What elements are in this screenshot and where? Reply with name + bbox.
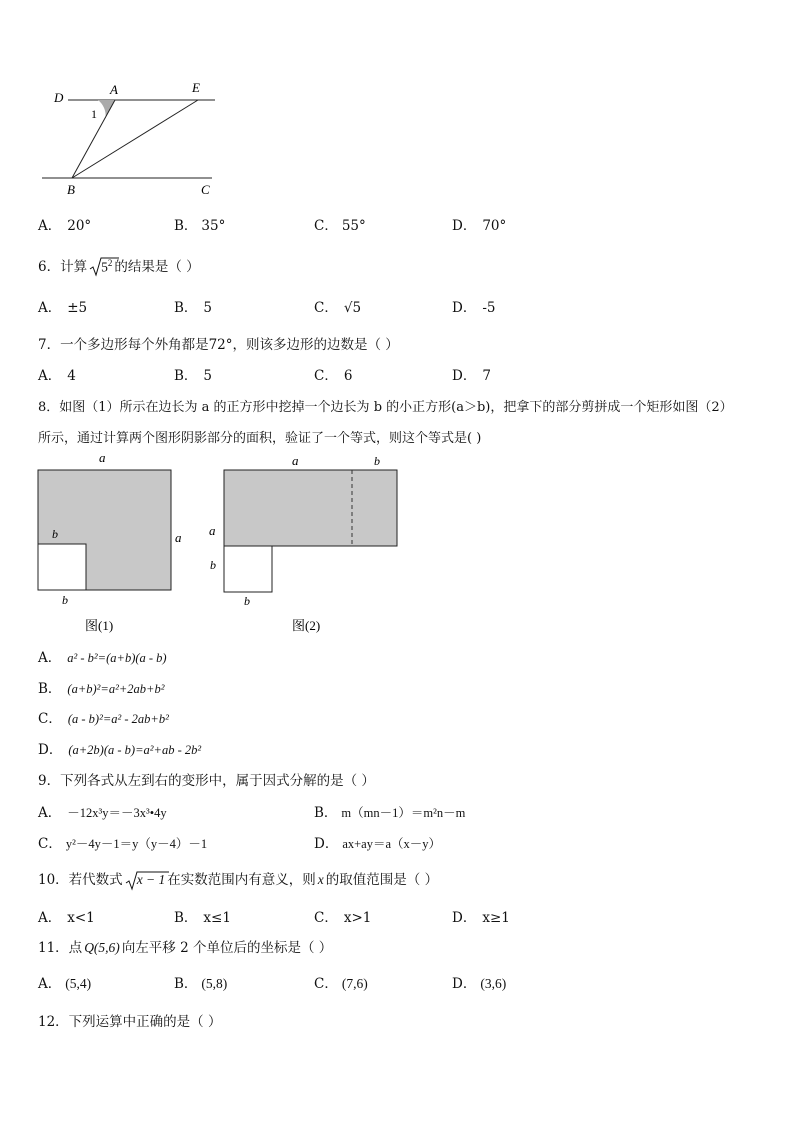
option-d[interactable]: D． 70°	[452, 218, 507, 234]
option-a[interactable]: A． －12x³y＝－3x³•4y	[38, 805, 167, 821]
figure-1-caption: 图(1)	[85, 618, 114, 633]
option-b[interactable]: B． (5,8)	[174, 976, 228, 992]
label-inner-b: b	[52, 527, 58, 541]
option-a[interactable]: A． a² - b²=(a+b)(a - b)	[38, 650, 167, 666]
q5-geometry-figure	[38, 78, 228, 202]
option-c[interactable]: C． (7,6)	[314, 976, 368, 992]
option-a[interactable]: A． ±5	[38, 300, 88, 316]
label-B: B	[67, 182, 75, 197]
label-top-a: a	[292, 453, 299, 468]
label-C: C	[201, 182, 210, 197]
label-E: E	[192, 80, 200, 95]
small-square	[224, 546, 272, 592]
option-d[interactable]: D． 7	[452, 368, 491, 384]
label-A: A	[110, 82, 118, 97]
q8-figure-1	[32, 448, 192, 643]
label-D: D	[54, 90, 64, 105]
label-left-a: a	[209, 523, 216, 538]
q10-stem: 10．若代数式 x − 1 在实数范围内有意义，则 x 的取值范围是（ ）	[38, 868, 438, 888]
label-bottom-b: b	[244, 594, 250, 608]
option-b[interactable]: B． 35°	[174, 218, 226, 234]
label-top-b: b	[374, 454, 380, 468]
option-d[interactable]: D． ax+ay＝a（x－y）	[314, 836, 442, 852]
option-d[interactable]: D． x≥1	[452, 910, 510, 926]
q8-stem-line1: 8．如图（1）所示在边长为 a 的正方形中挖掉一个边长为 b 的小正方形(a＞b)，把拿下的部分剪拼成一个矩形如图（2）	[38, 400, 733, 415]
q9-stem: 9．下列各式从左到右的变形中，属于因式分解的是（ ）	[38, 773, 375, 789]
q11-stem: 11．点 Q(5,6) 向左平移 2 个单位后的坐标是（ ）	[38, 940, 333, 956]
label-bottom-b: b	[62, 593, 68, 607]
option-c[interactable]: C． (a - b)²=a² - 2ab+b²	[38, 711, 169, 727]
label-top-a: a	[99, 450, 106, 465]
option-d[interactable]: D． (a+2b)(a - b)=a²+ab - 2b²	[38, 742, 202, 758]
label-angle-1: 1	[91, 107, 97, 121]
option-a[interactable]: A． 20°	[38, 218, 92, 234]
figure-2-caption: 图(2)	[292, 618, 321, 633]
option-b[interactable]: B． 5	[174, 368, 213, 384]
rectangle-shaded	[224, 470, 397, 546]
option-b[interactable]: B． m（mn－1）＝m²n－m	[314, 805, 466, 821]
option-a[interactable]: A． 4	[38, 368, 76, 384]
label-left-b: b	[210, 558, 216, 572]
option-d[interactable]: D． -5	[452, 300, 496, 316]
option-a[interactable]: A． x<1	[38, 910, 95, 926]
option-d[interactable]: D． (3,6)	[452, 976, 507, 992]
q8-figure-2	[205, 448, 405, 643]
small-square-cutout	[38, 544, 86, 590]
q6-stem: 6．计算 $5^2$ 的结果是（ ）	[38, 255, 200, 275]
q7-stem: 7．一个多边形每个外角都是72°，则该多边形的边数是（ ）	[38, 337, 399, 353]
q8-stem-line2: 所示，通过计算两个图形阴影部分的面积，验证了一个等式，则这个等式是( )	[38, 431, 482, 446]
option-b[interactable]: B． (a+b)²=a²+2ab+b²	[38, 681, 165, 697]
option-b[interactable]: B． x≤1	[174, 910, 231, 926]
sqrt-sign	[125, 870, 169, 892]
option-c[interactable]: C． √5	[314, 300, 362, 316]
option-c[interactable]: C． x>1	[314, 910, 372, 926]
option-c[interactable]: C． 55°	[314, 218, 366, 234]
option-a[interactable]: A． (5,4)	[38, 976, 92, 992]
option-c[interactable]: C． 6	[314, 368, 353, 384]
q12-stem: 12．下列运算中正确的是（ ）	[38, 1014, 222, 1030]
option-b[interactable]: B． 5	[174, 300, 213, 316]
label-right-a: a	[175, 530, 182, 545]
option-c[interactable]: C． y²－4y－1＝y（y－4）－1	[38, 836, 208, 852]
sqrt-sign	[89, 256, 119, 278]
